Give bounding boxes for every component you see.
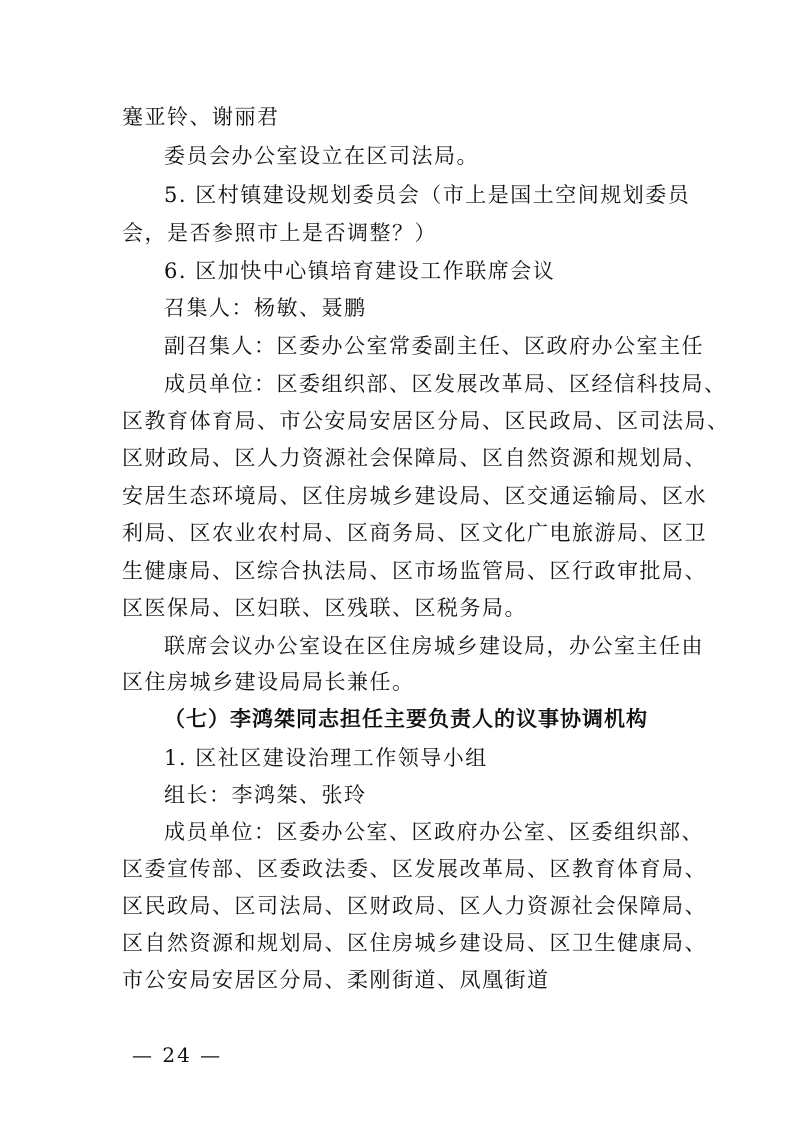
text-line: 区自然资源和规划局、区住房城乡建设局、区卫生健康局、	[122, 931, 707, 955]
text-line: 区住房城乡建设局局长兼任。	[122, 670, 415, 694]
text-line: 副召集人：区委办公室常委副主任、区政府办公室主任	[164, 334, 704, 358]
text-line: 区医保局、区妇联、区残联、区税务局。	[122, 596, 527, 620]
text-line: 召集人：杨敏、聂鹏	[164, 296, 367, 320]
text-line: 安居生态环境局、区住房城乡建设局、区交通运输局、区水	[122, 484, 707, 508]
text-line: 市公安局安居区分局、柔刚街道、凤凰街道	[122, 968, 550, 992]
text-line: 成员单位：区委组织部、区发展改革局、区经信科技局、	[164, 372, 727, 396]
text-line: 成员单位：区委办公室、区政府办公室、区委组织部、	[164, 820, 704, 844]
text-line: 5. 区村镇建设规划委员会（市上是国土空间规划委员	[164, 183, 691, 207]
text-line: 6. 区加快中心镇培育建设工作联席会议	[164, 259, 556, 283]
text-line: 区教育体育局、市公安局安居区分局、区民政局、区司法局、	[122, 409, 730, 433]
text-line: 1. 区社区建设治理工作领导小组	[164, 746, 488, 770]
text-line: 区财政局、区人力资源社会保障局、区自然资源和规划局、	[122, 446, 707, 470]
text-line: 蹇亚铃、谢丽君	[122, 105, 280, 129]
section-heading: （七）李鸿桀同志担任主要负责人的议事协调机构	[164, 706, 648, 731]
text-line: 区民政局、区司法局、区财政局、区人力资源社会保障局、	[122, 894, 707, 918]
text-line: 会，是否参照市上是否调整？）	[122, 221, 437, 245]
text-line: 区委宣传部、区委政法委、区发展改革局、区教育体育局、	[122, 857, 707, 881]
text-line: 联席会议办公室设在区住房城乡建设局，办公室主任由	[164, 634, 704, 658]
text-line: 生健康局、区综合执法局、区市场监管局、区行政审批局、	[122, 559, 707, 583]
text-line: 组长：李鸿桀、张玲	[164, 783, 367, 807]
page-number: — 24 —	[132, 1043, 223, 1067]
text-line: 委员会办公室设立在区司法局。	[164, 144, 479, 168]
text-line: 利局、区农业农村局、区商务局、区文化广电旅游局、区卫	[122, 521, 707, 545]
